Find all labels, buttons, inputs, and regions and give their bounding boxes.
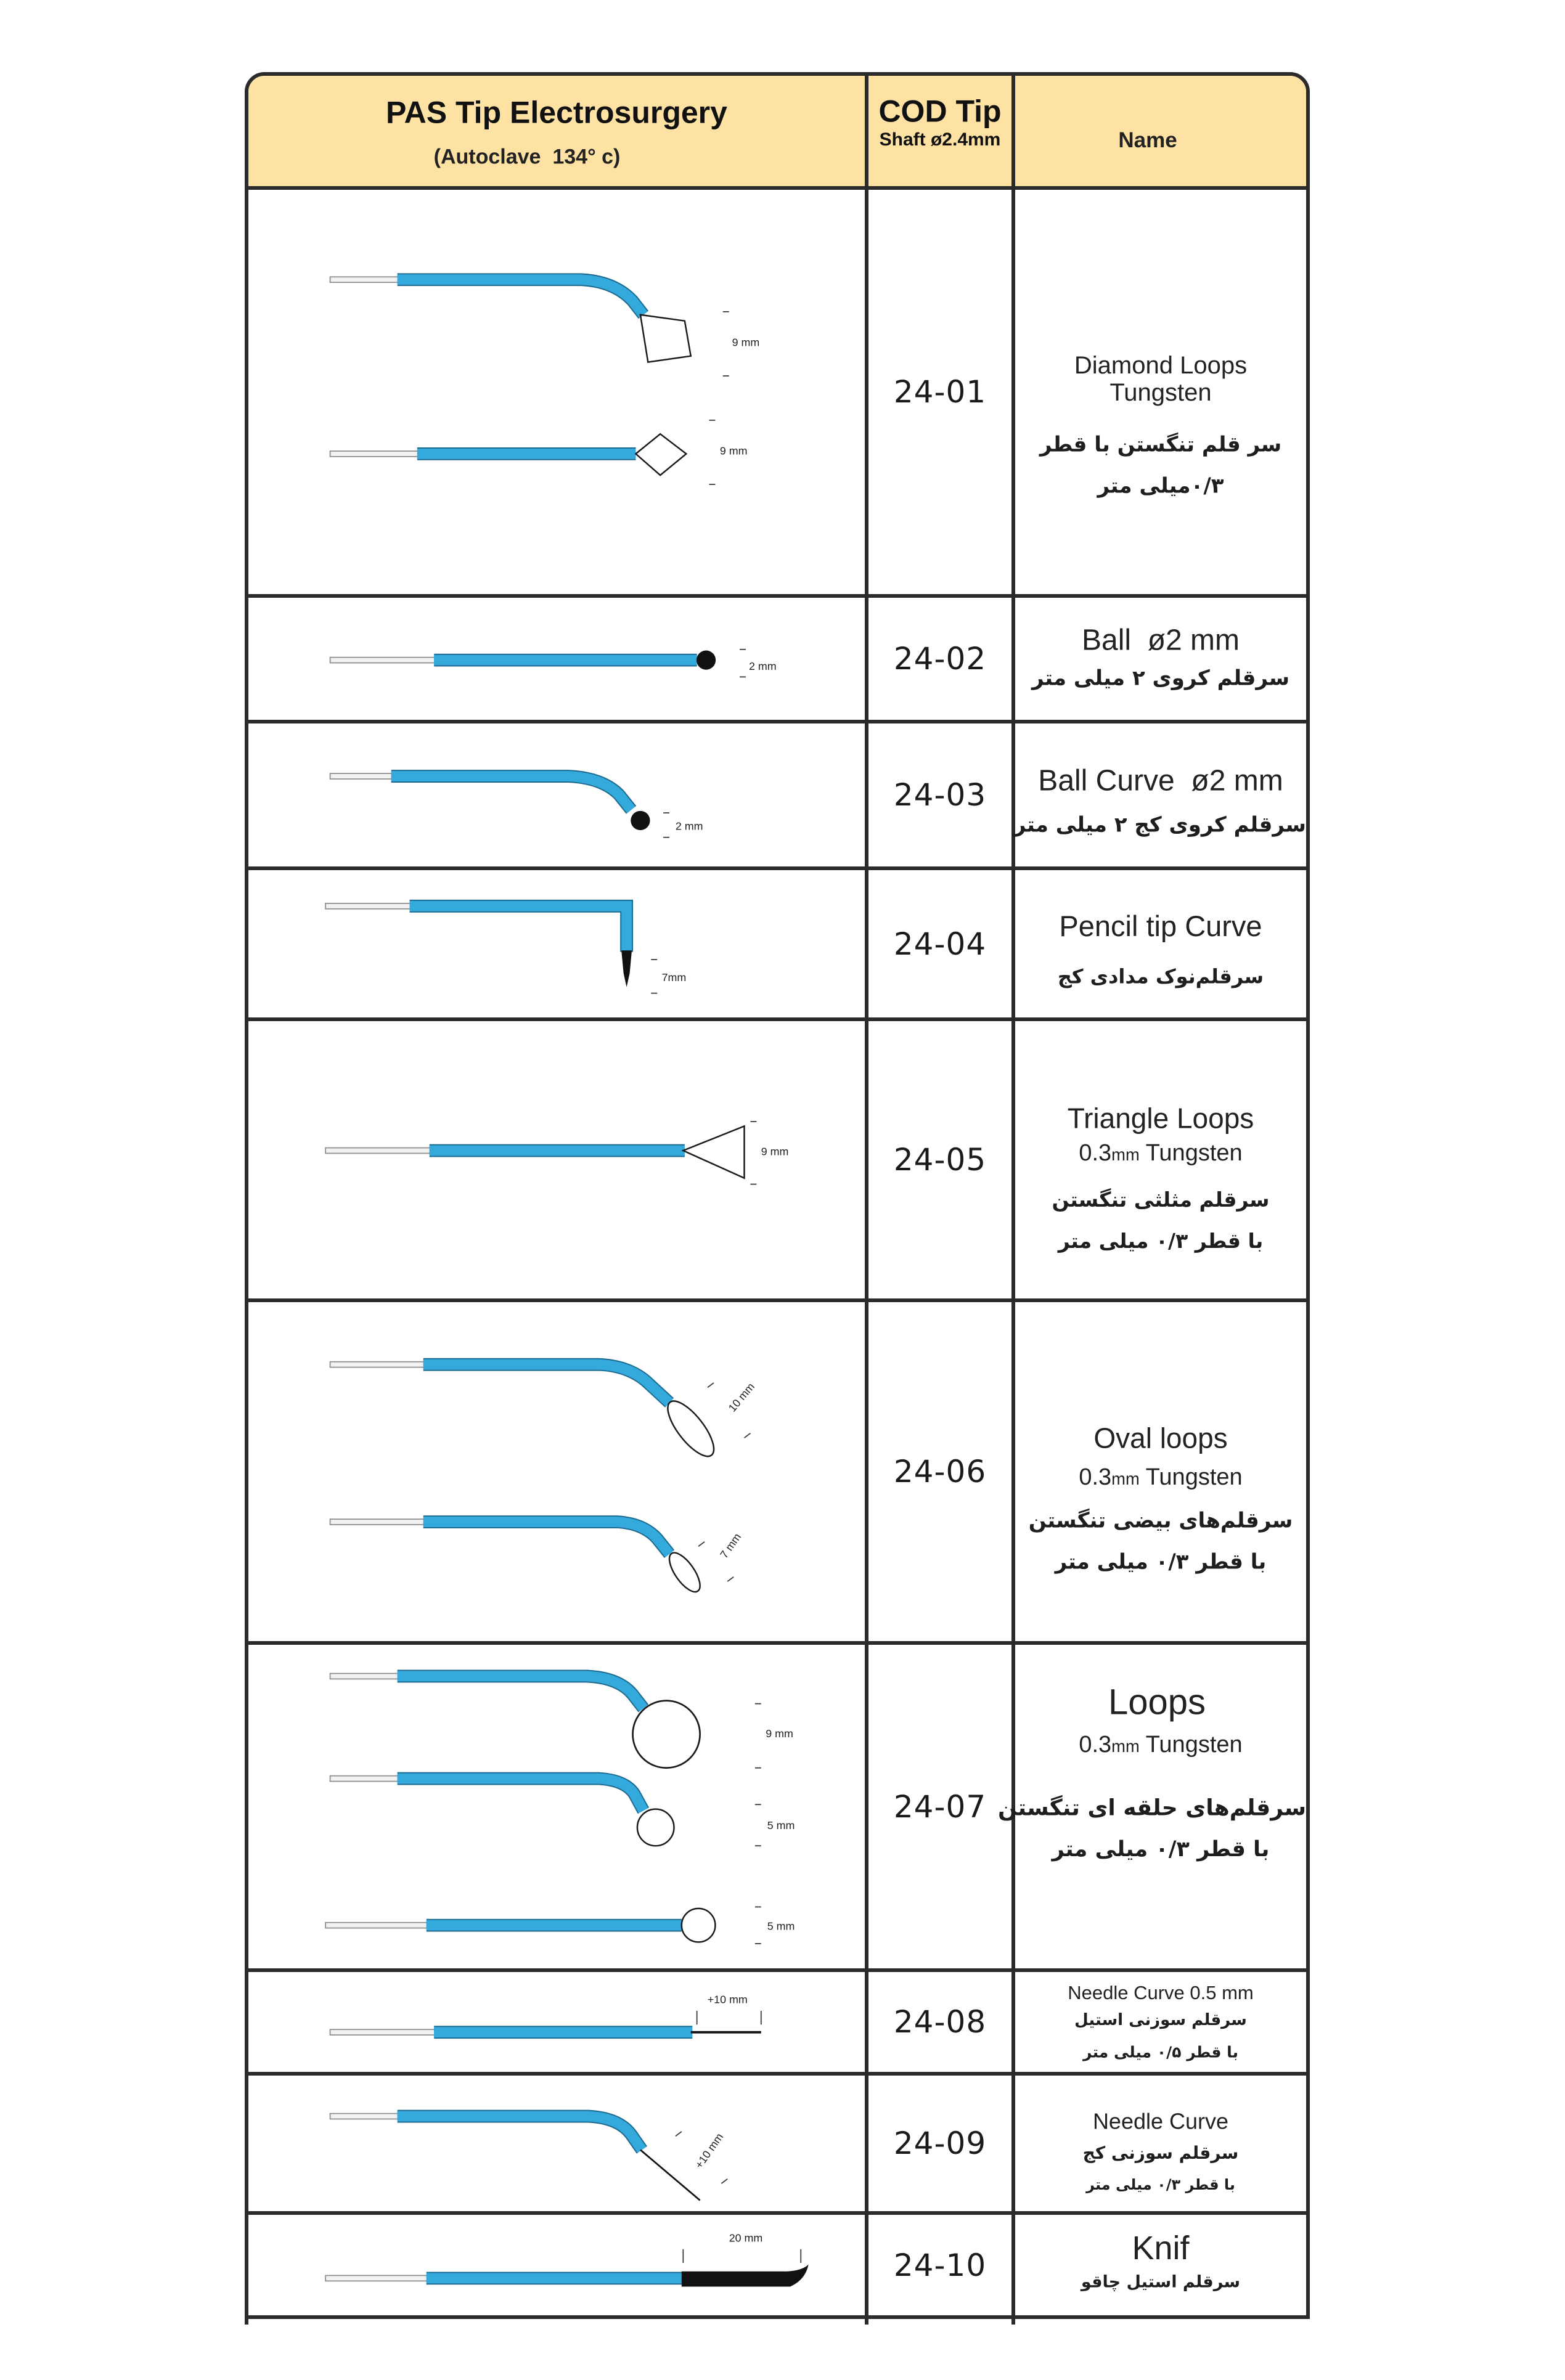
product-diameter-fa: ۰/۳میلی متر [1097,473,1224,499]
dimension-label: 7 mm [717,1531,744,1561]
drawing-cell [248,1302,868,1645]
drawing-cell [248,2215,868,2315]
drawing-cell [248,1972,868,2076]
spec-unit: mm [1111,1145,1140,1165]
table-title: PAS Tip Electrosurgery [386,95,727,130]
dimension-label: 10 mm [725,1380,758,1414]
product-material: Tungsten [1109,379,1212,406]
dimension-label: +10 mm [707,1993,748,2006]
name-cell [1015,190,1306,598]
name-cell [1015,598,1306,723]
product-name-fa: سرقلم مثلثی تنگستن [1052,1188,1270,1212]
product-code: 24-10 [868,2215,1015,2315]
table-line-stub [245,2319,248,2325]
product-code: 24-05 [868,1021,1015,1302]
dimension-label: 9 mm [732,336,760,349]
product-name: Pencil tip Curve [1059,909,1262,942]
dimension-label: 20 mm [729,2231,763,2244]
product-spec [1015,1464,1306,1491]
spec-value: 0.3 [1079,1140,1112,1167]
product-name-fa: سرقلم‌های حلقه ای تنگستن [998,1795,1306,1821]
product-name-fa: سرقلم‌های بیضی تنگستن [1028,1508,1293,1533]
dimension-label: 9 mm [761,1145,789,1158]
product-name: Ball ø2 mm [1081,624,1240,657]
product-spec [1015,1732,1306,1759]
product-name: Knif [1132,2229,1190,2267]
name-cell [1015,1972,1306,2076]
table-subtitle: (Autoclave 134° c) [433,145,621,169]
drawing-cell [248,2076,868,2215]
code-column-title: COD Tip [878,94,1002,129]
product-code: 24-03 [868,723,1015,870]
product-name-fa: سرقلم‌نوک مدادی کج [1057,964,1264,988]
name-cell [1015,1021,1306,1302]
shaft-diameter-note: Shaft ø2.4mm [879,129,1001,150]
drawing-cell [248,598,868,723]
name-cell [1015,2076,1306,2215]
name-cell [1015,2215,1306,2315]
dimension-label: 2 mm [748,660,777,673]
drawing-cell [248,1645,868,1972]
product-table [245,72,1310,2319]
spec-unit: mm [1111,1737,1140,1756]
dimension-label: 2 mm [675,820,703,833]
dimension-label: 9 mm [766,1727,793,1740]
product-diameter-fa: با قطر ۰/۳ میلی متر [1058,1229,1264,1253]
product-code: 24-02 [868,598,1015,723]
name-cell [1015,1302,1306,1645]
product-name: Needle Curve 0.5 mm [1068,1982,1254,2004]
drawing-cell [248,723,868,870]
product-code: 24-09 [868,2076,1015,2215]
product-diameter-fa: با قطر ۰/۳ میلی متر [1086,2176,1235,2194]
product-name-fa: سرقلم استیل چاقو [1081,2272,1241,2292]
name-cell [1015,870,1306,1021]
product-spec [1015,1140,1306,1167]
table-line-stub [1011,2319,1015,2325]
product-name: Oval loops [1093,1422,1228,1454]
product-name-fa: سرقلم سوزنی کج [1082,2142,1239,2163]
spec-material: Tungsten [1145,1464,1243,1491]
product-name: Diamond Loops [1074,352,1248,379]
product-name-fa: سر قلم تنگستن با قطر [1039,432,1282,457]
dimension-label: 5 mm [767,1920,795,1933]
drawing-cell [248,1021,868,1302]
drawing-cell [248,870,868,1021]
product-name: Ball Curve ø2 mm [1038,764,1283,797]
dimension-label: 5 mm [767,1819,795,1832]
product-name: Triangle Loops [1067,1102,1254,1135]
product-code: 24-04 [868,870,1015,1021]
table-line-stub [865,2319,868,2325]
name-cell [998,1645,1306,1972]
product-name-fa: سرقلم کروی ۲ میلی متر [1031,666,1289,691]
spec-value: 0.3 [1079,1732,1112,1758]
header-code-cell [868,76,1015,190]
spec-material: Tungsten [1145,1140,1243,1167]
header-product-cell [248,76,868,190]
product-code: 24-07 [868,1645,1015,1972]
spec-material: Tungsten [1145,1732,1243,1758]
product-diameter-fa: با قطر ۰/۳ میلی متر [1052,1836,1270,1862]
dimension-label: 9 mm [719,444,748,457]
product-code: 24-01 [868,190,1015,598]
product-diameter-fa: با قطر ۰/۳ میلی متر [1055,1549,1267,1575]
dimension-label: +10 mm [692,2130,726,2171]
header-name-cell [1015,76,1306,190]
spec-unit: mm [1111,1469,1140,1489]
name-cell [1015,723,1306,870]
spec-value: 0.3 [1079,1464,1112,1491]
product-name-fa: سرقلم سوزنی استیل [1074,2011,1247,2030]
drawing-cell [248,190,868,598]
product-code: 24-08 [868,1972,1015,2076]
product-name: Needle Curve [1092,2108,1229,2134]
product-name-fa: سرقلم کروی کج ۲ میلی متر [1013,812,1306,837]
product-name: Loops [1108,1682,1206,1722]
product-code: 24-06 [868,1302,1015,1645]
dimension-label: 7mm [661,971,687,984]
product-diameter-fa: با قطر ۰/۵ میلی متر [1083,2043,1238,2061]
name-column-title: Name [1118,128,1177,152]
